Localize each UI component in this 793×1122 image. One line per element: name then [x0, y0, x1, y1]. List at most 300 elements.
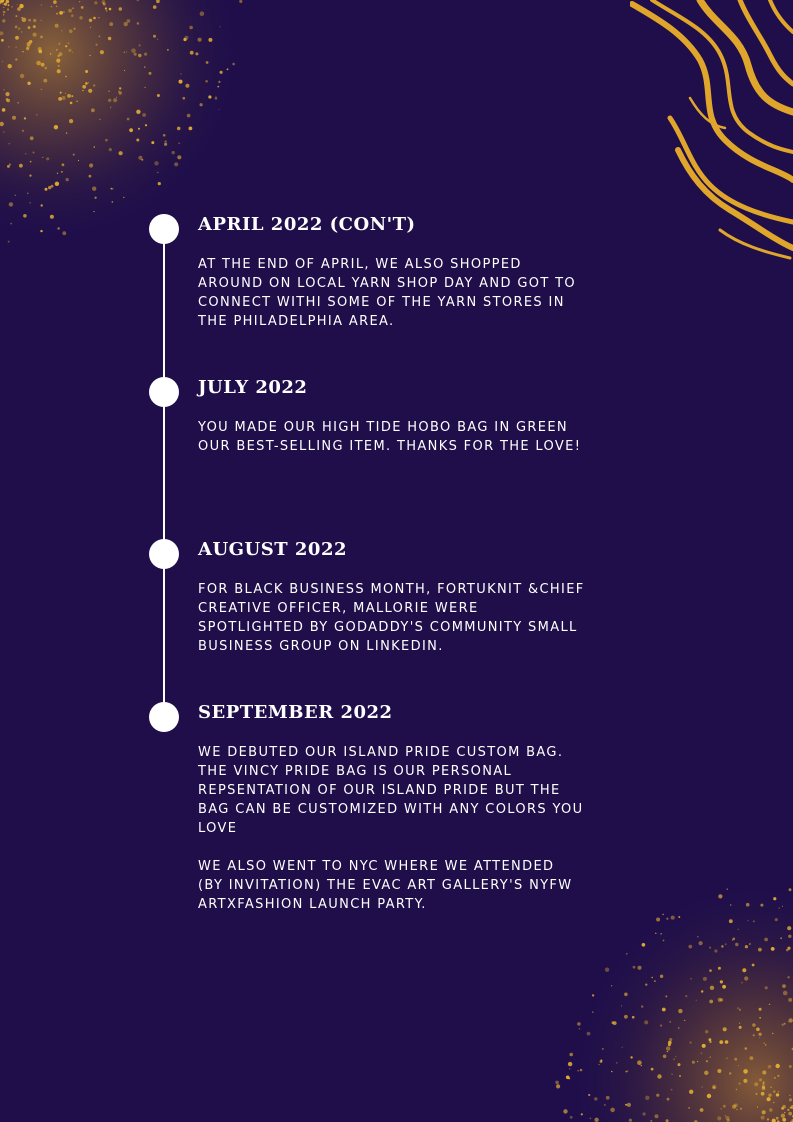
glitter-speck — [189, 26, 193, 30]
glitter-speck — [93, 17, 96, 20]
glitter-speck — [759, 1037, 760, 1038]
glitter-speck — [761, 1092, 765, 1096]
glitter-speck — [624, 993, 628, 997]
glitter-speck — [136, 139, 139, 142]
glitter-speck — [15, 46, 17, 48]
glitter-speck — [737, 1007, 739, 1009]
glitter-speck — [773, 1102, 774, 1103]
glitter-speck — [33, 152, 35, 154]
glitter-speck — [692, 1061, 695, 1064]
glitter-speck — [127, 118, 130, 121]
glitter-speck — [177, 155, 181, 159]
glitter-speck — [232, 63, 235, 66]
glitter-speck — [76, 101, 77, 102]
glitter-speck — [765, 986, 768, 989]
glitter-speck — [208, 95, 211, 98]
glitter-speck — [93, 84, 95, 86]
glitter-speck — [119, 87, 121, 89]
glitter-speck — [167, 49, 169, 51]
glitter-speck — [151, 141, 154, 144]
glitter-speck — [3, 132, 4, 133]
glitter-speck — [568, 1062, 572, 1066]
glitter-speck — [727, 889, 728, 890]
glitter-speck — [632, 1016, 635, 1019]
glitter-speck — [7, 165, 10, 168]
glitter-speck — [22, 130, 24, 132]
glitter-speck — [66, 178, 69, 181]
timeline-dot-september — [149, 702, 179, 732]
glitter-speck — [50, 215, 54, 219]
glitter-speck — [54, 125, 58, 129]
glitter-speck — [709, 1038, 712, 1041]
glitter-speck — [149, 72, 152, 75]
glitter-speck — [660, 1024, 662, 1026]
glitter-speck — [782, 1024, 784, 1026]
glitter-speck — [580, 1069, 583, 1072]
glitter-speck — [88, 89, 92, 93]
glitter-speck — [79, 1, 80, 2]
glitter-speck — [624, 1015, 628, 1019]
glitter-speck — [569, 1068, 570, 1069]
glitter-speck — [57, 69, 61, 73]
glitter-speck — [89, 175, 92, 178]
glitter-speck — [673, 1058, 675, 1060]
glitter-speck — [58, 43, 60, 45]
glitter-speck — [95, 197, 97, 199]
glitter-speck — [172, 151, 175, 154]
glitter-speck — [124, 22, 128, 26]
glitter-speck — [740, 1108, 742, 1110]
glitter-speck — [56, 13, 58, 15]
glitter-speck — [124, 52, 125, 53]
glitter-speck — [179, 80, 183, 84]
glitter-speck — [110, 107, 111, 108]
glitter-speck — [788, 1021, 789, 1022]
glitter-speck — [774, 1077, 776, 1079]
glitter-speck — [759, 1079, 762, 1082]
glitter-speck — [58, 97, 62, 101]
glitter-speck — [743, 1079, 747, 1083]
glitter-speck — [62, 96, 66, 100]
glitter-speck — [89, 163, 93, 167]
glitter-speck — [65, 45, 67, 47]
glitter-speck — [570, 1116, 573, 1119]
glitter-speck — [736, 1109, 737, 1110]
glitter-speck — [725, 1115, 727, 1117]
glitter-speck — [702, 1044, 706, 1048]
glitter-speck — [769, 1004, 770, 1005]
glitter-speck — [60, 92, 62, 94]
glitter-speck — [768, 1094, 771, 1097]
glitter-speck — [718, 894, 722, 898]
glitter-speck — [157, 94, 160, 97]
glitter-speck — [68, 43, 70, 45]
glitter-speck — [662, 914, 664, 916]
glitter-speck — [707, 1094, 711, 1098]
glitter-speck — [727, 1119, 730, 1122]
glitter-speck — [82, 85, 86, 89]
glitter-speck — [123, 197, 124, 198]
timeline-dot-august — [149, 539, 179, 569]
glitter-speck — [734, 1058, 737, 1061]
glitter-speck — [53, 0, 57, 4]
glitter-speck — [775, 918, 778, 921]
glitter-speck — [656, 1094, 659, 1097]
glitter-speck — [69, 119, 73, 123]
glitter-speck — [699, 941, 703, 945]
timeline-entry-april — [198, 214, 658, 331]
glitter-speck — [40, 36, 43, 39]
glitter-speck — [43, 79, 47, 83]
glitter-speck — [88, 82, 89, 83]
glitter-speck — [679, 1075, 681, 1077]
glitter-speck — [739, 1009, 741, 1011]
glitter-speck — [786, 949, 789, 952]
glitter-speck — [641, 1065, 643, 1067]
glitter-speck — [655, 933, 656, 934]
timeline-dot-july — [149, 377, 179, 407]
glitter-speck — [726, 1058, 727, 1059]
glitter-speck — [742, 968, 746, 972]
timeline-entry-july — [198, 377, 658, 456]
glitter-speck — [183, 38, 186, 41]
glitter-speck — [685, 995, 687, 997]
glitter-speck — [109, 148, 112, 151]
glitter-speck — [15, 58, 17, 60]
glitter-speck — [764, 938, 768, 942]
glitter-speck — [701, 1052, 703, 1054]
glitter-speck — [89, 19, 92, 22]
glitter-speck — [67, 94, 71, 98]
glitter-speck — [2, 108, 6, 112]
glitter-speck — [704, 1071, 708, 1075]
glitter-speck — [185, 84, 189, 88]
glitter-speck — [712, 1085, 717, 1090]
glitter-speck — [759, 1008, 762, 1011]
glitter-speck — [758, 948, 762, 952]
glitter-speck — [42, 157, 43, 158]
glitter-speck — [68, 9, 72, 13]
glitter-speck — [109, 91, 110, 92]
glitter-speck — [667, 1051, 668, 1052]
glitter-speck — [1, 39, 4, 42]
glitter-speck — [671, 916, 675, 920]
glitter-speck — [709, 947, 711, 949]
glitter-speck — [741, 982, 742, 983]
glitter-speck — [769, 1108, 772, 1111]
glitter-speck — [17, 102, 19, 104]
glitter-speck — [57, 173, 58, 174]
glitter-speck — [68, 49, 71, 52]
glitter-speck — [757, 1106, 758, 1107]
glitter-speck — [56, 6, 57, 7]
glitter-speck — [733, 938, 736, 941]
glitter-speck — [602, 1048, 604, 1050]
glitter-speck — [697, 936, 698, 937]
glitter-speck — [752, 1023, 755, 1026]
glitter-speck — [738, 929, 739, 930]
glitter-speck — [17, 4, 18, 5]
glitter-speck — [705, 1030, 708, 1033]
glitter-speck — [41, 20, 42, 21]
glitter-speck — [644, 1020, 648, 1024]
glitter-speck — [66, 132, 67, 133]
glitter-speck — [6, 99, 10, 103]
glitter-speck — [621, 1005, 622, 1006]
glitter-speck — [709, 969, 712, 972]
glitter-speck — [39, 50, 43, 54]
glitter-speck — [187, 114, 191, 118]
glitter-speck — [33, 25, 36, 28]
glitter-speck — [56, 59, 60, 63]
glitter-speck — [719, 1040, 723, 1044]
glitter-speck — [218, 81, 220, 83]
glitter-speck — [85, 82, 88, 85]
glitter-speck — [642, 943, 646, 947]
glitter-speck — [206, 61, 209, 64]
glitter-speck — [61, 30, 62, 31]
glitter-speck — [762, 1083, 764, 1085]
glitter-speck — [643, 1112, 646, 1115]
glitter-speck — [700, 1108, 704, 1112]
glitter-speck — [784, 1023, 786, 1025]
timeline-entry-september — [198, 702, 658, 914]
glitter-speck — [45, 188, 48, 191]
glitter-speck — [675, 1056, 676, 1057]
glitter-speck — [669, 1038, 672, 1041]
glitter-speck — [90, 55, 91, 56]
glitter-speck — [651, 1068, 654, 1071]
glitter-speck — [761, 1116, 765, 1120]
glitter-speck — [103, 2, 105, 4]
glitter-speck — [563, 1109, 567, 1113]
glitter-speck — [783, 991, 788, 996]
glitter-speck — [200, 11, 205, 16]
glitter-speck — [594, 1097, 597, 1100]
glitter-speck — [136, 110, 140, 114]
glitter-speck — [767, 1118, 769, 1120]
glitter-speck — [195, 52, 198, 55]
glitter-speck — [157, 39, 158, 40]
glitter-speck — [777, 1075, 779, 1077]
glitter-speck — [668, 1041, 672, 1045]
glitter-speck — [625, 1071, 627, 1073]
glitter-speck — [776, 1064, 780, 1068]
glitter-speck — [723, 1027, 727, 1031]
glitter-speck — [33, 33, 37, 37]
entry-title: AUGUST 2022 — [198, 539, 347, 560]
glitter-speck — [190, 51, 194, 55]
glitter-speck — [23, 214, 27, 218]
glitter-speck — [778, 1091, 779, 1092]
glitter-speck — [592, 1011, 594, 1013]
glitter-speck — [770, 1087, 771, 1088]
glitter-speck — [768, 1065, 772, 1069]
glitter-speck — [90, 27, 91, 28]
glitter-speck — [59, 52, 63, 56]
glitter-speck — [776, 1117, 779, 1120]
glitter-speck — [782, 1118, 786, 1122]
glitter-speck — [710, 986, 714, 990]
glitter-speck — [215, 97, 218, 100]
glitter-speck — [138, 54, 141, 57]
glitter-speck — [555, 1081, 559, 1085]
glitter-speck — [51, 6, 53, 8]
glitter-speck — [605, 968, 609, 972]
glitter-speck — [139, 44, 141, 46]
glitter-speck — [662, 1008, 666, 1012]
glitter-speck — [36, 61, 41, 66]
glitter-speck — [782, 906, 783, 907]
glitter-speck — [72, 52, 73, 53]
glitter-speck — [629, 1119, 632, 1122]
glitter-speck — [7, 8, 9, 10]
glitter-speck — [736, 1089, 737, 1090]
glitter-speck — [787, 926, 791, 930]
glitter-speck — [720, 1108, 721, 1109]
glitter-speck — [752, 964, 755, 967]
glitter-speck — [678, 1009, 682, 1013]
glitter-speck — [787, 1109, 789, 1111]
glitter-speck — [22, 51, 23, 52]
glitter-speck — [174, 162, 178, 166]
glitter-speck — [773, 897, 776, 900]
glitter-speck — [33, 19, 36, 22]
glitter-speck — [79, 16, 82, 19]
glitter-speck — [626, 953, 628, 955]
glitter-speck — [108, 37, 111, 40]
glitter-speck — [144, 87, 145, 88]
glitter-speck — [720, 980, 723, 983]
glitter-speck — [3, 3, 5, 5]
glitter-speck — [9, 202, 13, 206]
glitter-speck — [745, 945, 748, 948]
glitter-speck — [3, 7, 4, 8]
glitter-speck — [638, 966, 642, 970]
glitter-speck — [789, 888, 792, 891]
glitter-speck — [745, 1047, 748, 1050]
glitter-speck — [720, 998, 723, 1001]
glitter-speck — [753, 1034, 755, 1036]
glitter-speck — [124, 70, 125, 71]
glitter-speck — [556, 1084, 560, 1088]
glitter-speck — [568, 1077, 570, 1079]
glitter-speck — [91, 108, 95, 112]
glitter-speck — [709, 1000, 713, 1004]
glitter-speck — [9, 143, 10, 144]
glitter-speck — [3, 14, 4, 15]
glitter-speck — [15, 195, 16, 196]
glitter-speck — [29, 42, 30, 43]
glitter-speck — [158, 182, 161, 185]
glitter-speck — [59, 11, 63, 15]
glitter-speck — [749, 943, 751, 945]
glitter-speck — [754, 1082, 758, 1086]
glitter-speck — [8, 64, 12, 68]
glitter-speck — [119, 7, 122, 10]
glitter-speck — [72, 7, 74, 9]
glitter-speck — [579, 1028, 581, 1030]
glitter-speck — [756, 1028, 760, 1032]
glitter-speck — [216, 96, 217, 97]
glitter-speck — [62, 163, 65, 166]
glitter-speck — [10, 223, 12, 225]
glitter-speck — [610, 1108, 615, 1113]
glitter-speck — [20, 74, 24, 78]
glitter-speck — [592, 994, 594, 996]
glitter-speck — [71, 95, 73, 97]
glitter-speck — [690, 978, 691, 979]
glitter-speck — [714, 949, 717, 952]
glitter-speck — [65, 76, 67, 78]
glitter-speck — [28, 26, 31, 29]
glitter-speck — [78, 160, 79, 161]
glitter-speck — [8, 241, 10, 243]
glitter-speck — [200, 103, 203, 106]
glitter-speck — [8, 4, 10, 6]
glitter-speck — [8, 46, 9, 47]
glitter-speck — [137, 22, 140, 25]
glitter-speck — [750, 1056, 754, 1060]
glitter-speck — [656, 918, 660, 922]
glitter-speck — [645, 984, 647, 986]
glitter-speck — [15, 26, 18, 29]
entry-body: FOR BLACK BUSINESS MONTH, FORTUKNIT &CHIEF CREATIVE OFFICER, MALLORIE WERE SPOTLIGHTED BY GODADDY'S COMMUNITY SMALL BUSINESS GROUP ON LINKEDIN. — [198, 582, 585, 654]
glitter-speck — [157, 172, 158, 173]
entry-body: WE DEBUTED OUR ISLAND PRIDE CUSTOM BAG. THE VINCY PRIDE BAG IS OUR PERSONAL REPSENTATION OF OUR ISLAND PRIDE BUT THE BAG CAN BE CUSTOMIZED WITH ANY COLORS YOU LOVE WE ALSO WENT TO NYC WHERE WE ATTENDED (BY INVITATION) THE EVAC ART GALLERY'S NYFW ARTXFASHION LAUNCH PARTY. — [198, 745, 584, 912]
timeline-entry-august — [198, 539, 658, 656]
glitter-speck — [581, 1113, 583, 1115]
glitter-speck — [759, 1033, 762, 1036]
glitter-speck — [759, 1017, 761, 1019]
glitter-speck — [627, 1103, 631, 1107]
glitter-speck — [144, 53, 147, 56]
glitter-speck — [94, 146, 96, 148]
glitter-speck — [105, 7, 107, 9]
glitter-speck — [739, 1023, 740, 1024]
glitter-speck — [637, 1060, 642, 1065]
entry-title: APRIL 2022 (CON'T) — [198, 214, 416, 235]
glitter-speck — [227, 68, 229, 70]
glitter-speck — [765, 1044, 766, 1045]
glitter-speck — [689, 1041, 691, 1043]
glitter-speck — [625, 1104, 627, 1106]
glitter-speck — [164, 140, 167, 143]
glitter-speck — [630, 1056, 632, 1058]
glitter-speck — [94, 1, 97, 4]
glitter-speck — [660, 933, 662, 935]
glitter-speck — [717, 1116, 721, 1120]
glitter-speck — [112, 201, 114, 203]
glitter-speck — [784, 1112, 786, 1114]
glitter-speck — [678, 916, 680, 918]
glitter-speck — [671, 1089, 673, 1091]
glitter-speck — [773, 1090, 776, 1093]
glitter-speck — [119, 151, 123, 155]
glitter-speck — [41, 204, 43, 206]
glitter-speck — [738, 1082, 740, 1084]
glitter-speck — [145, 124, 147, 126]
glitter-speck — [17, 7, 21, 11]
glitter-speck — [753, 920, 755, 922]
glitter-speck — [93, 211, 94, 212]
glitter-speck — [30, 136, 34, 140]
glitter-speck — [600, 1060, 603, 1063]
glitter-speck — [3, 11, 6, 14]
glitter-speck — [55, 24, 59, 28]
glitter-speck — [722, 985, 726, 989]
glitter-speck — [702, 1086, 703, 1087]
